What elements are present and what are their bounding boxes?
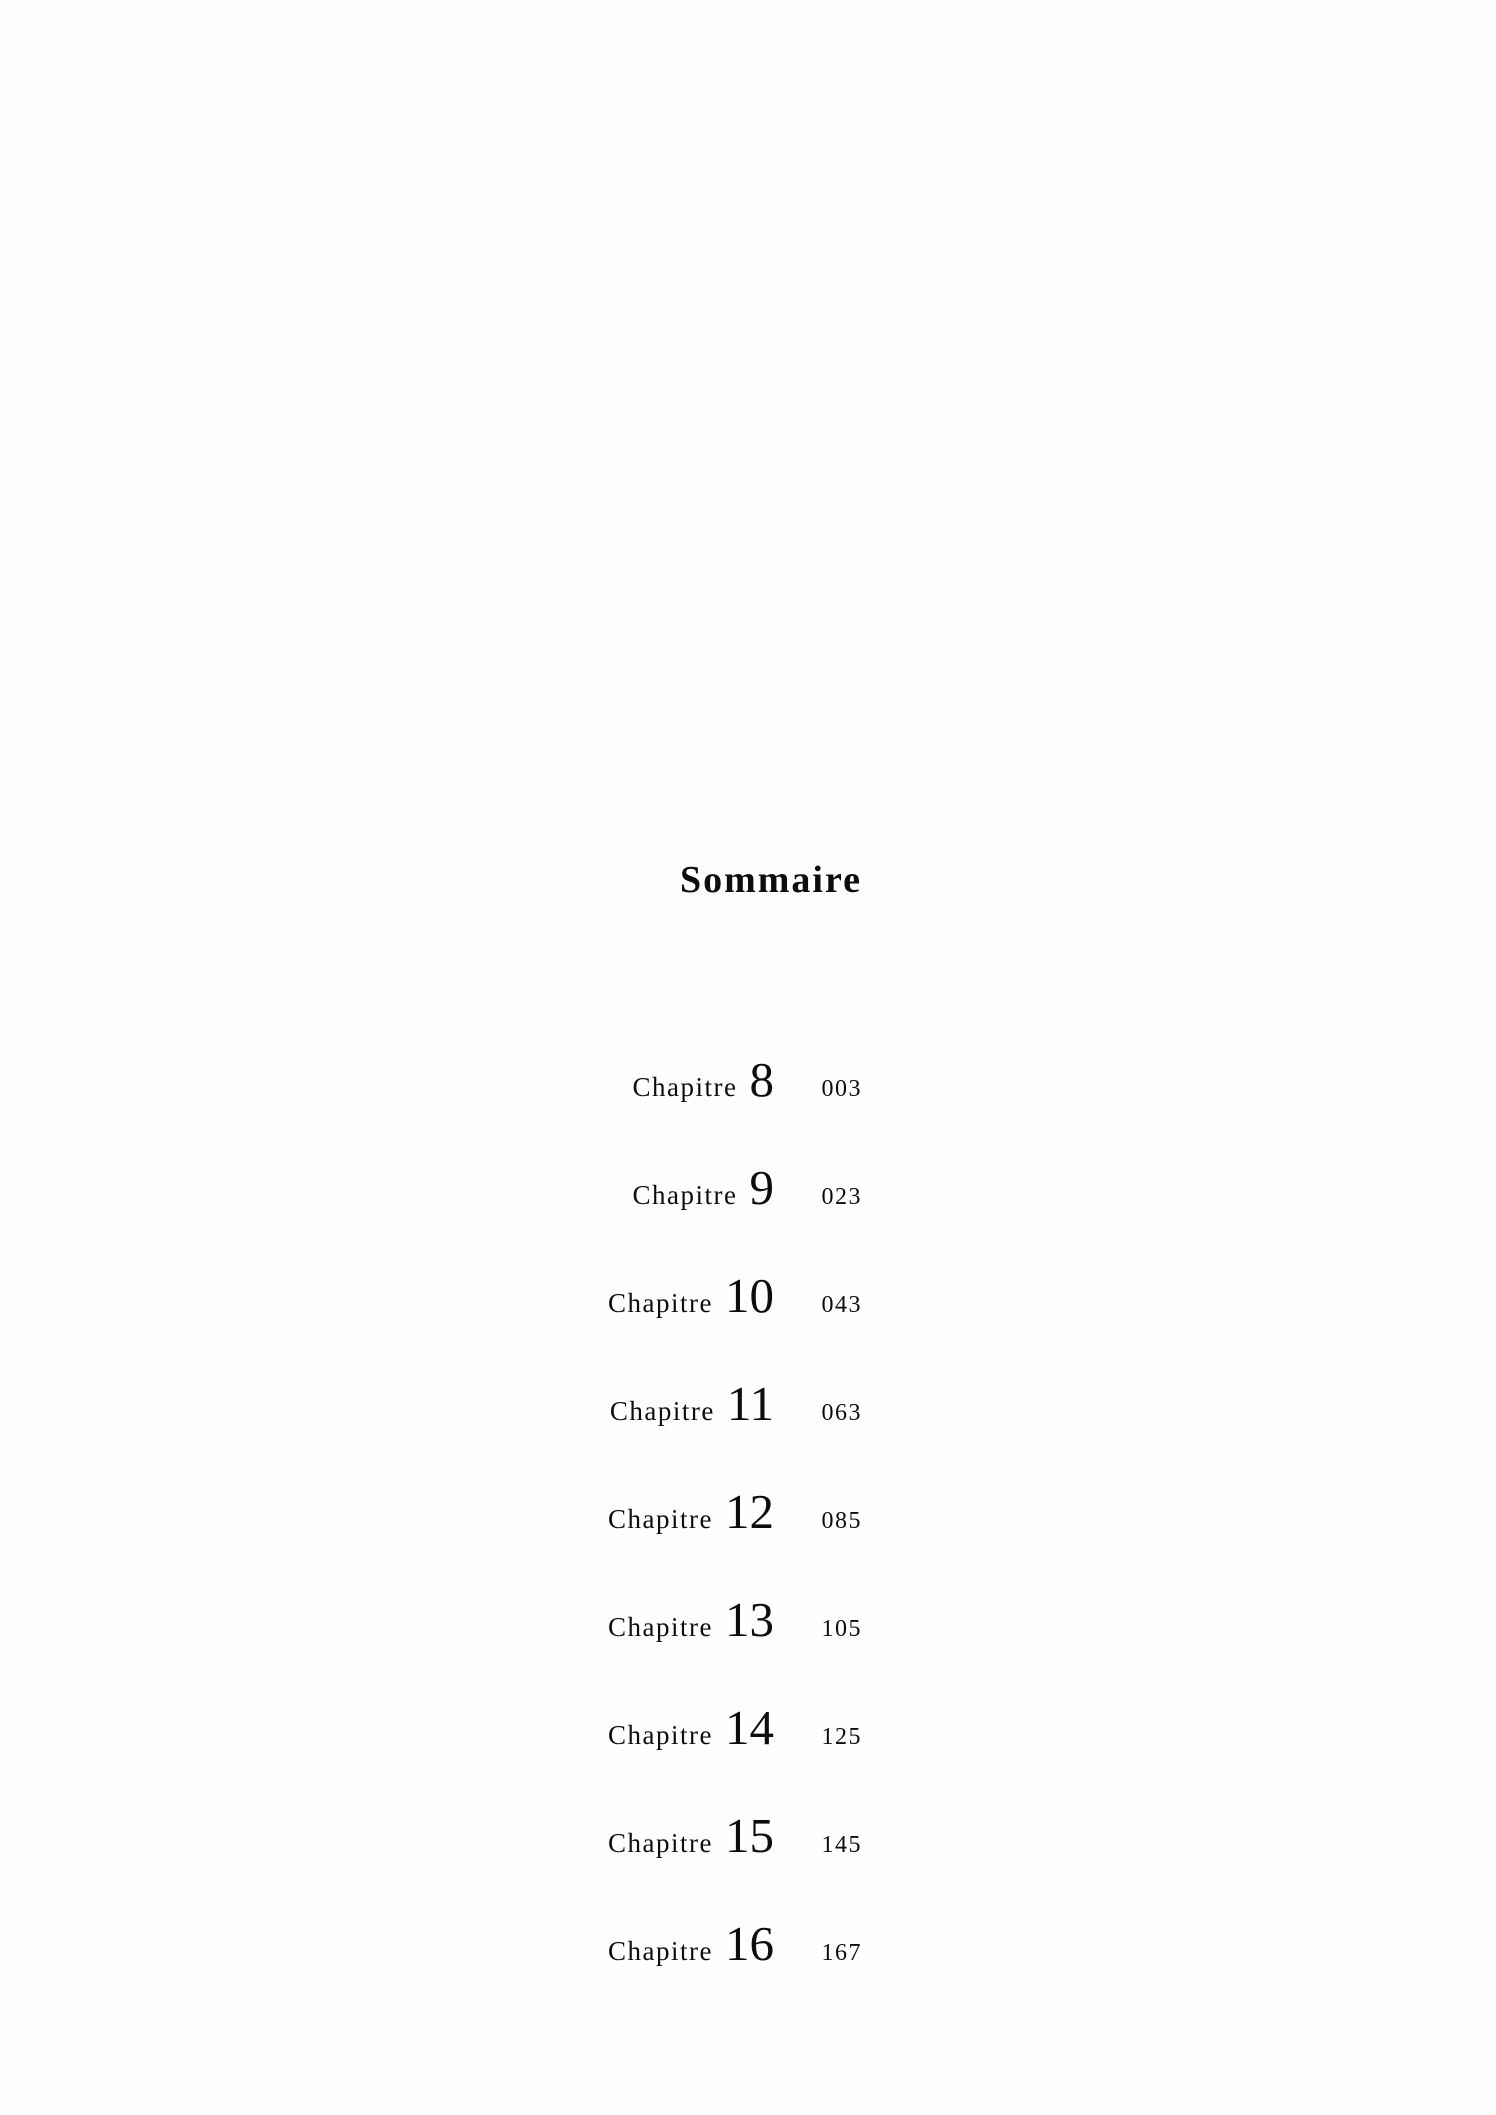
page-title: Sommaire <box>679 859 862 901</box>
table-of-contents <box>608 1052 862 2027</box>
chapter-number: 15 <box>725 1808 774 1863</box>
list-item[interactable] <box>632 1160 862 1271</box>
chapter-number: 14 <box>725 1700 774 1755</box>
list-item[interactable] <box>609 1376 862 1487</box>
chapter-number: 13 <box>725 1592 774 1647</box>
list-item[interactable] <box>608 1808 862 1919</box>
list-item[interactable] <box>632 1052 862 1163</box>
chapter-number: 16 <box>725 1916 774 1971</box>
chapter-number: 11 <box>726 1376 774 1431</box>
chapter-label: Chapitre <box>609 1396 715 1426</box>
chapter-label: Chapitre <box>608 1504 713 1534</box>
page-number: 085 <box>821 1508 862 1534</box>
chapter-label: Chapitre <box>608 1828 713 1858</box>
page-number: 003 <box>821 1076 862 1102</box>
chapter-number: 12 <box>725 1484 774 1539</box>
page-number: 043 <box>821 1292 862 1318</box>
page-number: 105 <box>821 1616 862 1642</box>
page-number: 125 <box>821 1724 862 1750</box>
list-item[interactable] <box>608 1268 862 1379</box>
chapter-label: Chapitre <box>608 1720 713 1750</box>
page-number: 145 <box>821 1832 862 1858</box>
chapter-number: 10 <box>725 1268 774 1323</box>
page-number: 063 <box>821 1400 862 1426</box>
list-item[interactable] <box>608 1916 862 2027</box>
chapter-number: 9 <box>749 1160 774 1215</box>
chapter-label: Chapitre <box>608 1288 713 1318</box>
chapter-label: Chapitre <box>608 1612 713 1642</box>
list-item[interactable] <box>608 1484 862 1595</box>
page-number: 023 <box>821 1184 862 1210</box>
chapter-label: Chapitre <box>608 1936 713 1966</box>
page-number: 167 <box>821 1940 862 1966</box>
chapter-number: 8 <box>749 1052 774 1107</box>
list-item[interactable] <box>608 1700 862 1811</box>
chapter-label: Chapitre <box>632 1180 738 1210</box>
chapter-label: Chapitre <box>632 1072 738 1102</box>
list-item[interactable] <box>608 1592 862 1703</box>
